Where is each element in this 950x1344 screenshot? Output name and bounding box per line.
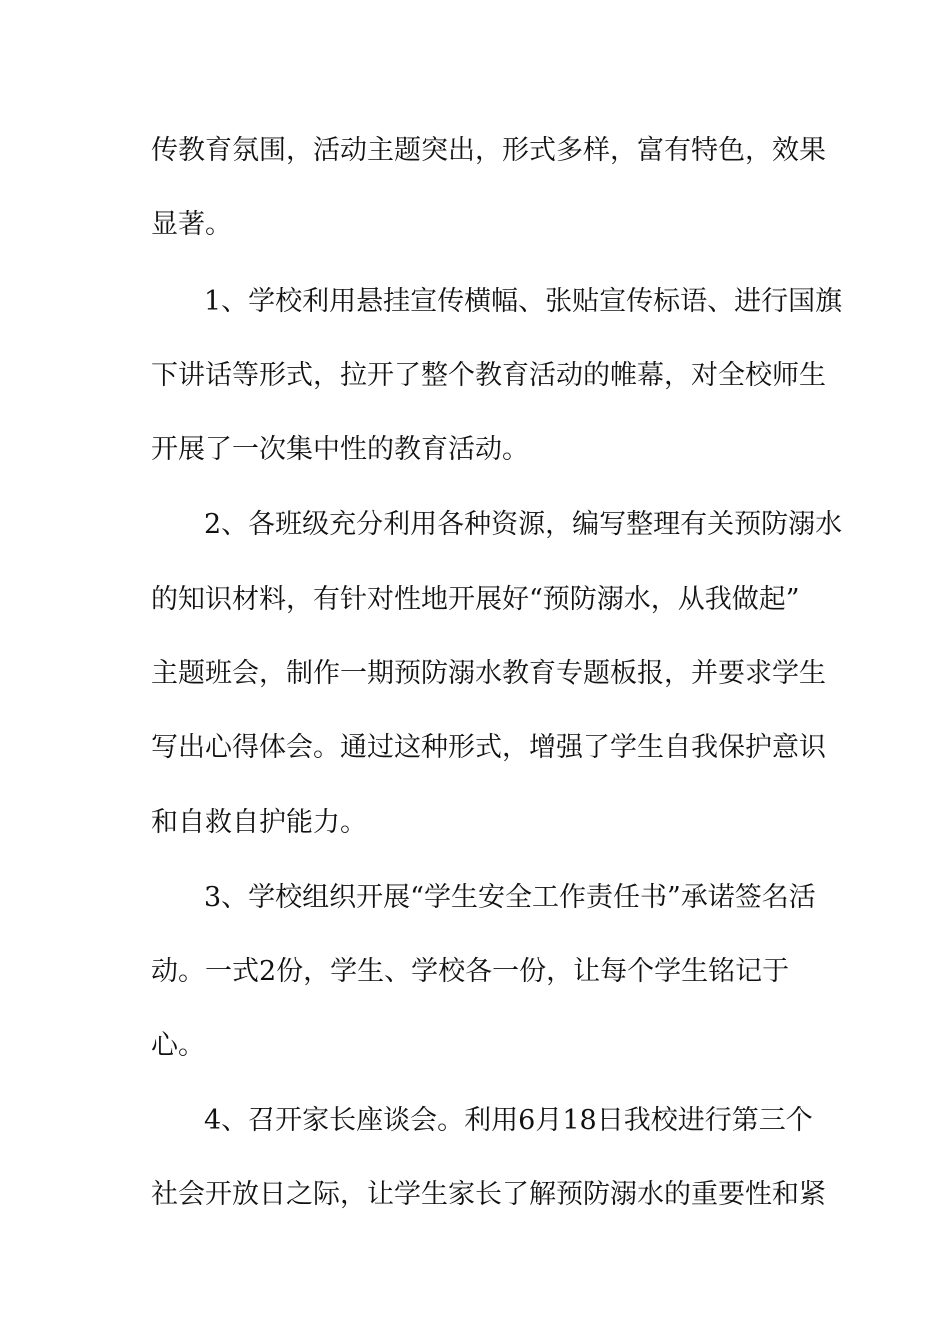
text-line: 写出心得体会。通过这种形式，增强了学生自我保护意识: [151, 732, 826, 763]
paragraph-4-start: 4、召开家长座谈会。利用6月18日我校进行第三个: [204, 1105, 813, 1136]
text-line: 下讲话等形式，拉开了整个教育活动的帷幕，对全校师生: [151, 360, 826, 391]
text-line: 开展了一次集中性的教育活动。: [151, 434, 529, 465]
text-line: 和自救自护能力。: [151, 807, 367, 838]
text-line: 社会开放日之际，让学生家长了解预防溺水的重要性和紧: [151, 1179, 826, 1210]
paragraph-3-start: 3、学校组织开展“学生安全工作责任书”承诺签名活: [204, 882, 816, 913]
text-line: 的知识材料，有针对性地开展好“预防溺水，从我做起”: [151, 584, 800, 615]
paragraph-2-start: 2、各班级充分利用各种资源，编写整理有关预防溺水: [204, 509, 843, 540]
text-line: 动。一式2份，学生、学校各一份，让每个学生铭记于: [151, 956, 790, 987]
text-line: 显著。: [151, 209, 232, 240]
text-line: 心。: [151, 1030, 205, 1061]
text-line: 主题班会，制作一期预防溺水教育专题板报，并要求学生: [151, 658, 826, 689]
paragraph-1-start: 1、学校利用悬挂宣传横幅、张贴宣传标语、进行国旗: [204, 286, 843, 317]
text-line: 传教育氛围，活动主题突出，形式多样，富有特色，效果: [151, 135, 826, 166]
